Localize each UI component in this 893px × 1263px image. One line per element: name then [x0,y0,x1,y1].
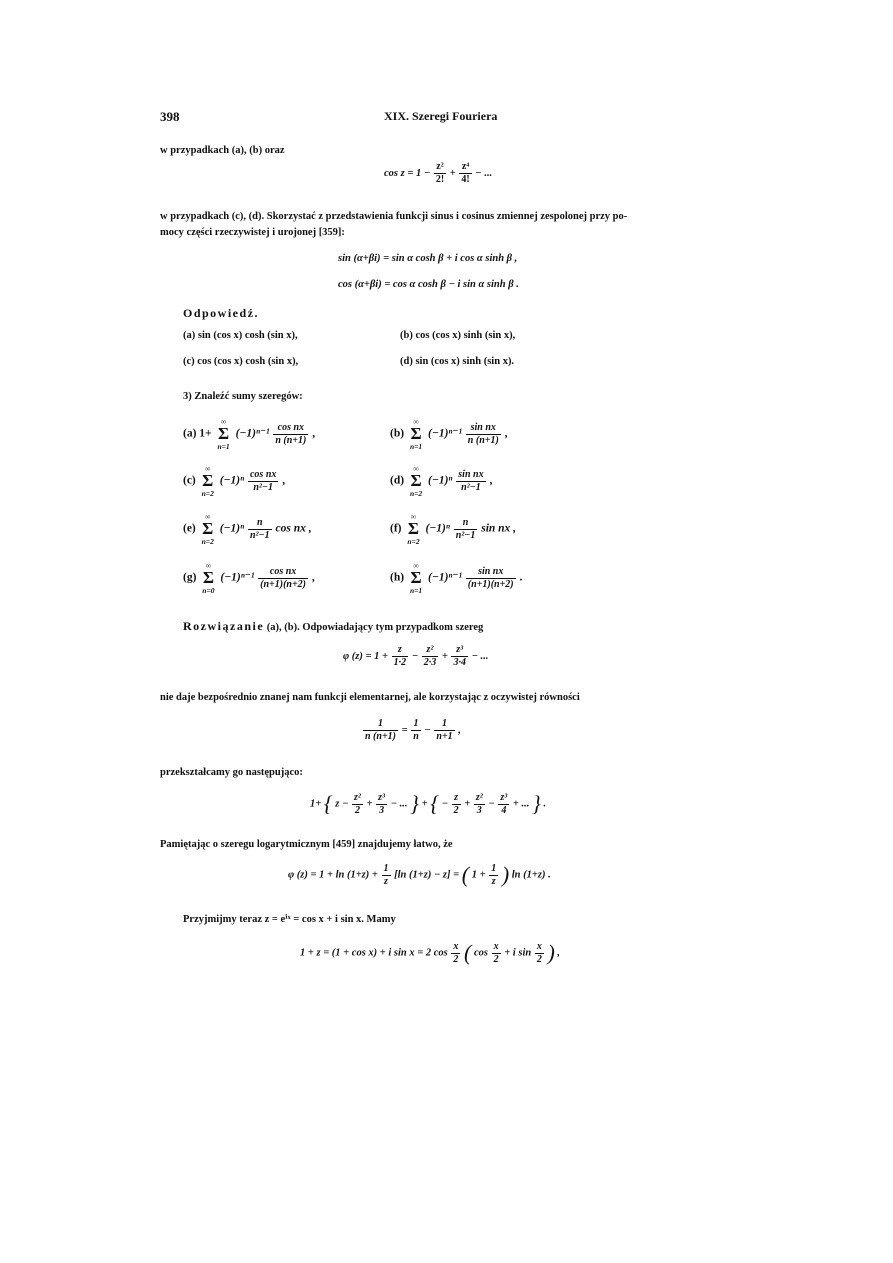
series-h-den: (n+1)(n+2) [467,578,514,590]
series-d-bot: n=2 [409,489,423,498]
series-g-bot: n=0 [202,586,215,595]
tr-rb2: } [532,791,541,816]
le-lp: ( [464,940,472,965]
le-cos: cos [473,947,488,959]
series-b-bot: n=1 [409,442,423,451]
series-f-den: n²−1 [455,529,476,541]
cos-lhs: cos z = 1 − [384,167,431,179]
series-a-pre: 1+ [199,427,212,440]
series-e-top: ∞ [205,512,211,521]
series-b-den: n (n+1) [467,434,499,446]
pc-n2: 1 [491,862,497,874]
identity-eq: = [401,724,408,736]
series-e-num: n [248,517,272,530]
le-mid: + i sin [504,947,532,959]
le-n2: x [493,940,499,952]
series-d [390,464,492,498]
series-h-top: ∞ [413,561,419,570]
series-g-label: (g) [183,571,197,584]
series-b-label: (b) [390,427,405,440]
le-n3: x [536,940,542,952]
tr-n2: z³ [378,791,386,803]
last-eq [300,940,560,966]
series-b [390,417,508,451]
series-d-top: ∞ [413,464,419,473]
series-d-factor: (−1)ⁿ [428,474,453,487]
tr-post: . [543,798,547,810]
tr-t1: − ... [390,798,408,810]
le-lhs: 1 + z = (1 + cos x) + i sin x = 2 cos [300,947,448,959]
tr-plus: + [421,798,428,810]
identity-d3: n+1 [436,731,453,742]
series-g-den: (n+1)(n+2) [260,578,306,590]
paragraph-2-line-1: w przypadkach (c), (d). Skorzystać z przedstawienia funkcji sinus i cosinus zmiennej zespolonej przy po- [160,211,628,222]
series-a-num: cos nx [273,422,308,435]
sigma-icon: Σ [410,471,422,490]
series-a-bot: n=1 [217,442,230,451]
tr-n1: z² [354,791,361,803]
series-a-factor: (−1)ⁿ⁻¹ [235,427,270,440]
sigma-icon: Σ [202,471,214,490]
series-e-post: cos nx , [275,522,312,535]
phi-tail: − ... [471,650,489,662]
series-h-bot: n=1 [409,586,423,595]
running-title: XIX. Szeregi Fouriera [384,109,498,123]
series-e [183,512,312,546]
tr-z: z − [335,798,349,810]
tr-m: − [441,798,448,810]
tr-d2: 3 [379,804,385,816]
tr-d4: 3 [476,804,482,816]
phi-lhs: φ (z) = 1 + [343,650,388,662]
series-d-den: n²−1 [461,481,481,493]
identity-n1: 1 [363,718,398,731]
tr-n4: z² [475,791,483,803]
phi-n1: z [392,644,409,657]
eq-sin: sin (α+βi) = sin α cosh β + i cos α sinh β , [338,253,518,264]
phi-series [343,644,488,669]
pc-lp: ( [461,862,470,887]
series-f [390,512,516,546]
identity-op: − [424,724,431,736]
phi-d3: 3·4 [453,657,466,668]
series-c-bot: n=2 [201,489,214,498]
pc-n1: 1 [383,862,389,874]
pc-lhs: φ (z) = 1 + ln (1+z) + [288,869,378,881]
le-rp: ) [547,940,555,965]
solution-line [183,619,483,634]
cos-t2-num: z⁴ [459,161,471,174]
series-a-label: (a) [183,427,197,440]
series-b-top: ∞ [413,417,419,426]
series-h-label: (h) [390,571,405,584]
task-3: 3) Znaleźć sumy szeregów: [183,391,303,402]
cos-series [384,161,492,186]
identity [362,718,461,743]
series-f-bot: n=2 [407,537,420,546]
series-d-post: , [489,474,493,487]
cos-tail: − ... [475,167,492,179]
pc-mid: [ln (1+z) − z] = [394,869,460,881]
cos-t1-num: z² [434,161,446,174]
transform [310,791,546,817]
identity-d2: n [413,731,419,742]
eq-cos: cos (α+βi) = cos α cosh β − i sin α sinh β . [338,279,519,290]
series-f-factor: (−1)ⁿ [425,522,450,535]
series-a-den: n (n+1) [275,434,307,446]
series-f-num: n [454,517,478,530]
identity-post: , [458,724,461,736]
identity-n3: 1 [434,718,454,731]
le-d2: 2 [493,953,499,965]
sigma-icon: Σ [218,424,230,443]
tr-rb: } [410,791,419,816]
series-f-post: sin nx , [481,522,517,535]
pc-d1: z [384,875,388,887]
series-d-label: (d) [390,474,405,487]
series-g-post: , [311,571,315,584]
phi-d2: 2·3 [423,657,437,668]
le-n1: x [453,940,459,952]
tr-lb: { [323,791,333,816]
series-b-factor: (−1)ⁿ⁻¹ [428,427,462,440]
tr-n3: z [452,792,461,805]
tr-n5: z³ [500,791,508,803]
pc-post: ln (1+z) . [511,869,551,881]
series-e-den: n²−1 [249,529,270,541]
cos-t2-den: 4! [461,174,470,185]
tr-d1: 2 [354,804,360,816]
series-f-label: (f) [390,522,402,535]
series-f-top: ∞ [410,512,417,521]
sigma-icon: Σ [202,568,214,587]
answer-a: (a) sin (cos x) cosh (sin x), [183,330,298,341]
series-e-bot: n=2 [201,537,214,546]
series-g-factor: (−1)ⁿ⁻¹ [220,571,255,584]
tr-lb2: { [430,791,439,816]
series-c [183,464,285,498]
series-c-top: ∞ [205,464,211,473]
series-e-label: (e) [183,522,196,535]
phi-op2: + [441,650,448,662]
tr-m2: − [488,798,495,810]
answer-b: (b) cos (cos x) sinh (sin x), [400,330,516,341]
series-c-factor: (−1)ⁿ [219,474,245,487]
phi-n2: z² [422,644,439,657]
series-h-post: . [519,571,523,584]
phi-d1: 1·2 [393,657,407,668]
tr-pre: 1+ [310,798,322,810]
tr-d3: 2 [453,804,459,816]
series-g-num: cos nx [258,566,308,579]
solution-title: Rozwiązanie [183,619,265,633]
series-c-label: (c) [183,474,196,487]
solution-rest: (a), (b). Odpowiadający tym przypadkom szereg [266,622,484,633]
tr-d5: 4 [501,804,507,816]
pc-one: 1 + [471,869,486,881]
cos-plus: + [449,167,456,179]
series-b-post: , [504,427,508,440]
series-a-top: ∞ [220,417,227,426]
page-number: 398 [160,109,180,124]
series-e-factor: (−1)ⁿ [219,522,245,535]
sigma-icon: Σ [202,519,214,538]
le-d3: 2 [536,953,542,965]
paragraph-6: Przyjmijmy teraz z = eⁱˣ = cos x + i sin x. Mamy [183,914,396,925]
sigma-icon: Σ [410,568,422,587]
phi-closed [288,862,551,888]
series-a-post: , [312,427,316,440]
series-d-num: sin nx [458,468,484,480]
identity-n2: 1 [411,718,421,731]
answer-d: (d) sin (cos x) sinh (sin x). [400,356,515,367]
answer-c: (c) cos (cos x) cosh (sin x), [183,356,299,367]
paragraph-2-line-2: mocy części rzeczywistej i urojonej [359]: [160,227,345,238]
tr-t2: + ... [512,798,530,810]
pc-d2: z [491,875,496,887]
series-h [390,561,522,595]
series-c-den: n²−1 [253,481,273,493]
series-c-post: , [282,474,286,487]
series-h-num: sin nx [466,566,516,579]
series-b-num: sin nx [466,422,501,435]
tr-p2: + [464,798,471,810]
le-d1: 2 [453,953,459,965]
paragraph-4: przekształcamy go następująco: [160,767,303,778]
identity-d1: n (n+1) [365,731,396,742]
paragraph-5: Pamiętając o szeregu logarytmicznym [459] znajdujemy łatwo, że [160,839,453,850]
series-g [183,561,315,595]
phi-n3: z³ [451,644,468,657]
series-c-num: cos nx [249,468,277,480]
paragraph-3: nie daje bezpośrednio znanej nam funkcji elementarnej, ale korzystając z oczywistej równości [160,692,580,703]
phi-op1: − [411,650,419,662]
series-h-factor: (−1)ⁿ⁻¹ [428,571,462,584]
sigma-icon: Σ [407,519,420,538]
series-g-top: ∞ [205,561,212,570]
answer-title: Odpowiedź. [183,306,260,320]
le-post: , [557,947,561,959]
tr-p1: + [366,798,373,810]
sigma-icon: Σ [410,424,422,443]
pc-rp: ) [501,862,510,887]
series-a [183,417,315,451]
cos-t1-den: 2! [435,174,445,185]
paragraph-1: w przypadkach (a), (b) oraz [160,145,285,156]
